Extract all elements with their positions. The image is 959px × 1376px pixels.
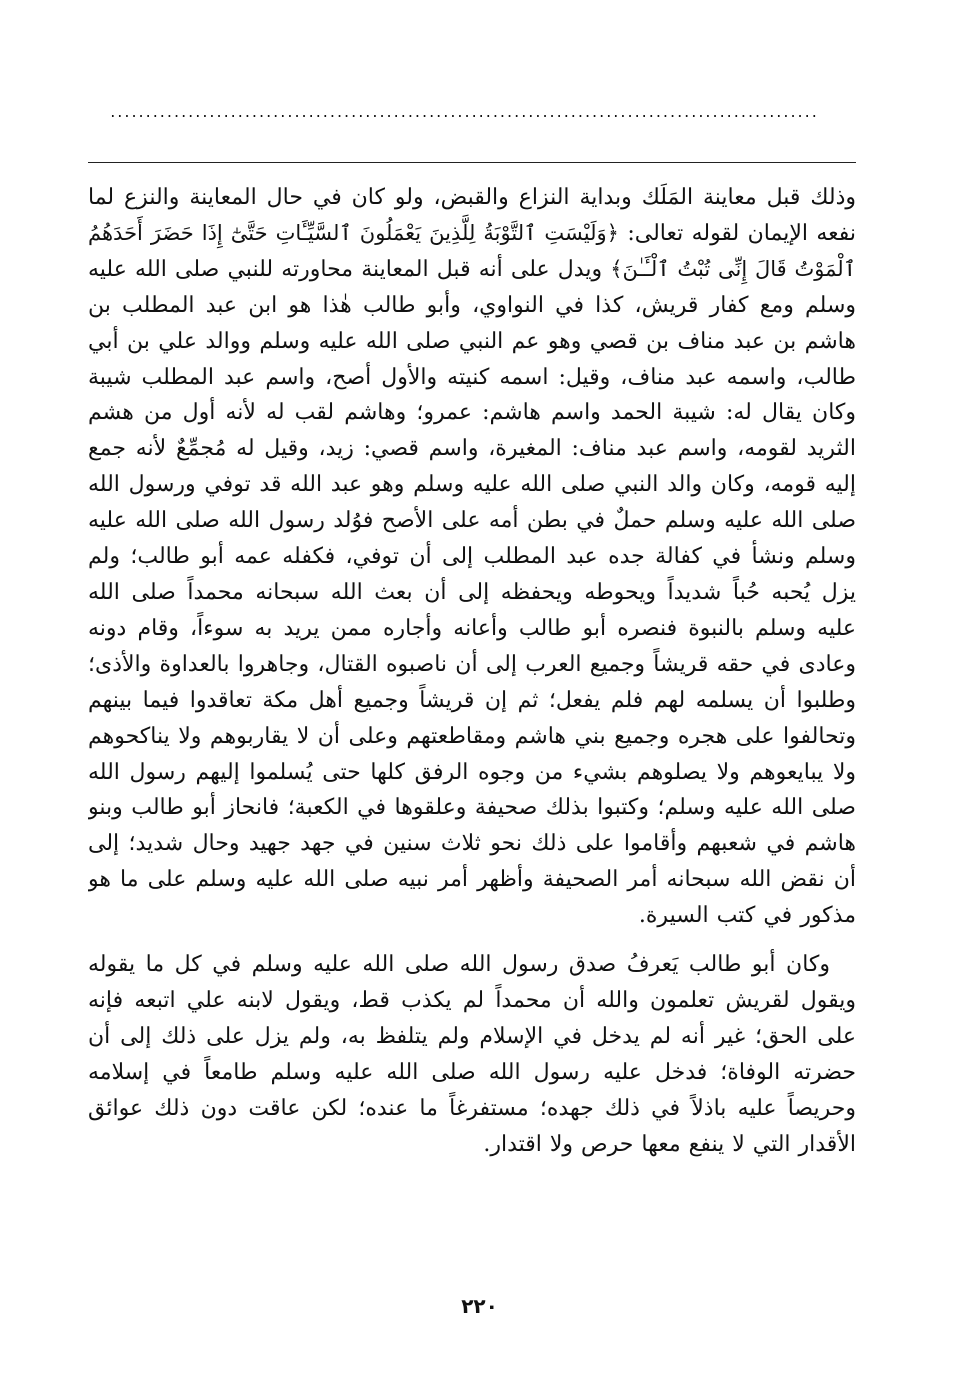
paragraph-1 [88, 180, 856, 934]
dotted-separator: .................................................................................................... [110, 102, 819, 121]
quran-verse: ﴿وَلَيْسَتِ ٱلتَّوْبَةُ لِلَّذِينَ يَعْمَلُونَ ٱلسَّيِّـَٔاتِ حَتَّىٰٓ إِذَا حَضَرَ أَحَدَهُمُ ٱلْمَوْتُ قَالَ إِنِّى تُبْتُ ٱلْـَٔـٰنَ﴾ [88, 220, 856, 281]
paragraph-1-text-end: ويدل على أنه قبل المعاينة محاورته للنبي صلى الله عليه وسلم ومع كفار قريش، كذا في النواوي، وأبو طالب هٰذا هو ابن عبد المطلب بن هاشم بن عبد مناف بن قصي وهو عم النبي صلى الله عليه وسلم ووالد علي بن أبي طالب، واسمه عبد مناف، وقيل: اسمه كنيته والأول أصح، واسم عبد المطلب شيبة وكان يقال له: شيبة الحمد واسم هاشم: عمرو؛ وهاشم لقب له لأنه أول من هشم الثريد لقومه، واسم عبد مناف: المغيرة، واسم قصي: زيد، وقيل له مُجمِّعٌ لأنه جمع إليه قومه، وكان والد النبي صلى الله عليه وسلم وهو عبد الله قد توفي ورسول الله صلى الله عليه وسلم حملٌ في بطن أمه على الأصح فوُلد رسول الله صلى الله عليه وسلم ونشأ في كفالة جده عبد المطلب إلى أن توفي، فكفله عمه أبو طالب؛ ولم يزل يُحبه حُباً شديداً ويحوطه ويحفظه إلى أن بعث الله سبحانه محمداً صلى الله عليه وسلم بالنبوة فنصره أبو طالب وأعانه وأجاره ممن يريد به سوءاً، وقام دونه وعادى في حقه قريشاً وجميع العرب إلى أن ناصبوه القتال، وجاهروا بالعداوة والأذى؛ وطلبوا أن يسلمه لهم فلم يفعل؛ ثم إن قريشاً وجميع أهل مكة تعاقدوا فيما بينهم وتحالفوا على هجره وجميع بني هاشم ومقاطعتهم وعلى أن لا يقاربوهم ولا يناكحوهم ولا يبايعوهم ولا يصلوهم بشيء من وجوه الرفق كلها حتى يُسلموا إليهم رسول الله صلى الله عليه وسلم؛ وكتبوا بذلك صحيفة وعلقوها في الكعبة؛ فانحاز أبو طالب وبنو هاشم في شعبهم وأقاموا على ذلك نحو ثلاث سنين في جهد جهيد وحال شديد؛ إلى أن نقض الله سبحانه أمر الصحيفة وأظهر أمر نبيه صلى الله عليه وسلم على ما هو مذكور في كتب السيرة. [88, 256, 856, 929]
page-number: ٢٢٠ [461, 1294, 498, 1318]
paragraph-2: وكان أبو طالب يَعرفُ صدق رسول الله صلى الله عليه وسلم في كل ما يقوله ويقول لقريش تعلمون والله أن محمداً لم يكذب قط، ويقول لابنه علي اتبعه فإنه على الحق؛ غير أنه لم يدخل في الإسلام ولم يتلفظ به، ولم يزل على ذلك إلى أن حضرته الوفاة؛ فدخل عليه رسول الله صلى الله عليه وسلم طامعاً في إسلامه وحريصاً عليه باذلاً في ذلك جهده؛ مستفرغاً ما عنده؛ لكن عاقت دون ذلك عوائق الأقدار التي لا ينفع معها حرص ولا اقتدار. [88, 952, 856, 1157]
paragraph-1-text-start: وذلك قبل معاينة المَلَك وبداية النزاع والقبض، ولو كان في حال المعاينة والنزع لما نفعه الإيمان لقوله تعالى: [88, 185, 856, 246]
page-body [88, 180, 856, 1270]
horizontal-rule [88, 162, 856, 163]
